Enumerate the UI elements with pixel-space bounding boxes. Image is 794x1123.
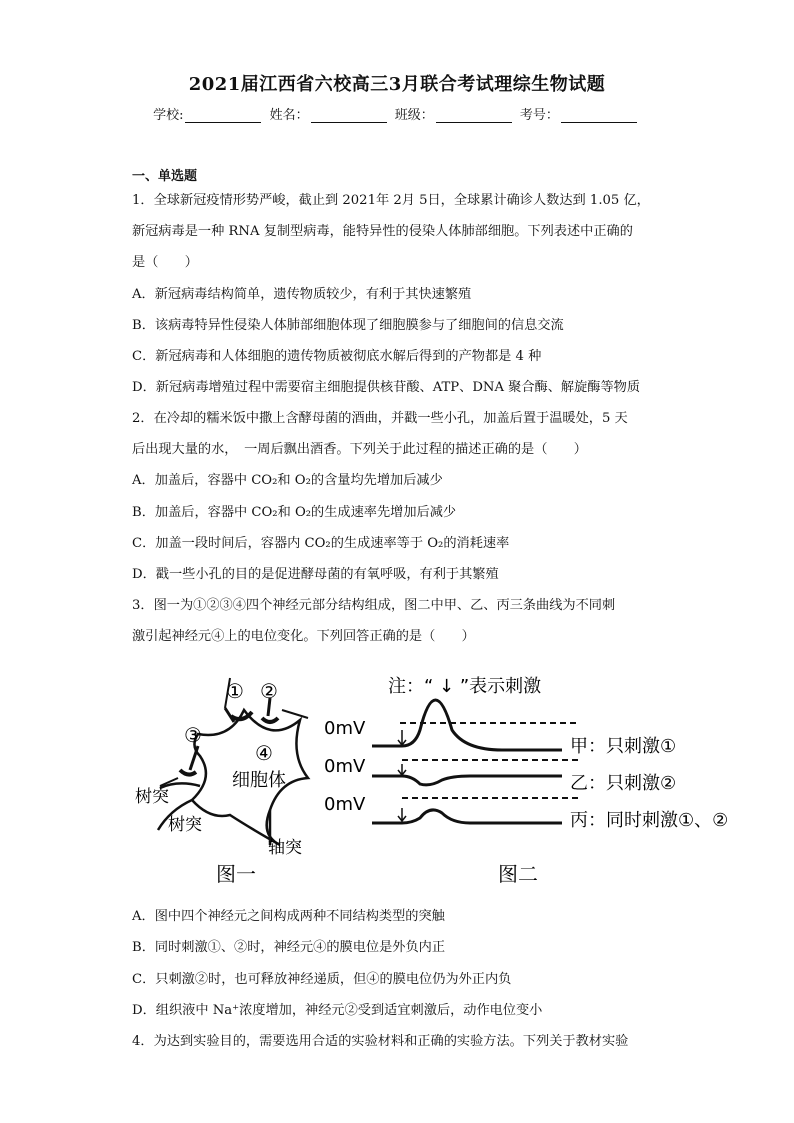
neuron-figure xyxy=(130,660,750,890)
text-line: 新冠病毒是一种 RNA 复制型病毒，能特异性的侵染人体肺部细胞。下列表述中正确的 xyxy=(132,224,633,239)
curve-yi-label: 乙：只刺激② xyxy=(570,773,677,794)
note-label: 注：“ ↓ ”表示刺激 xyxy=(388,676,542,697)
option-line: B．加盖后，容器中 CO₂和 O₂的生成速率先增加后减少 xyxy=(132,505,457,520)
option-line: A．加盖后，容器中 CO₂和 O₂的含量均先增加后减少 xyxy=(132,473,443,488)
zero-mv-label-1: 0mV xyxy=(324,718,366,739)
page-title: 2021届江西省六校高三3月联合考试理综生物试题 xyxy=(188,74,606,95)
text-line: 2．在冷却的糯米饭中撒上含酵母菌的酒曲，并戳一些小孔，加盖后置于温暖处，5 天 xyxy=(132,411,628,426)
class-label: 班级： xyxy=(394,108,434,123)
soma-label: 细胞体 xyxy=(232,770,286,791)
curve-jia-label: 甲：只刺激① xyxy=(570,736,677,757)
figure-two-caption: 图二 xyxy=(498,862,538,886)
option-line: B．同时刺激①、②时，神经元④的膜电位是外负内正 xyxy=(132,940,446,955)
text-line: 3．图一为①②③④四个神经元部分结构组成，图二中甲、乙、丙三条曲线为不同刺 xyxy=(132,598,616,613)
axon-label: 轴突 xyxy=(268,838,302,858)
class-blank[interactable] xyxy=(436,108,512,123)
zero-mv-label-3: 0mV xyxy=(324,794,366,815)
dendrite-label-1: 树突 xyxy=(135,787,169,807)
text-line: 是（ ） xyxy=(132,255,198,270)
name-label: 姓名： xyxy=(269,108,309,123)
school-label: 学校: xyxy=(153,108,184,123)
neuron2-label: ② xyxy=(260,679,278,703)
exam-number-blank[interactable] xyxy=(561,108,637,123)
text-line: 4．为达到实验目的，需要选用合适的实验材料和正确的实验方法。下列关于教材实验 xyxy=(132,1034,629,1049)
section-heading: 一、单选题 xyxy=(132,169,198,184)
option-line: B．该病毒特异性侵染人体肺部细胞体现了细胞膜参与了细胞间的信息交流 xyxy=(132,318,564,333)
zero-mv-label-2: 0mV xyxy=(324,756,366,777)
school-blank[interactable] xyxy=(185,108,261,123)
neuron3-label: ③ xyxy=(184,723,202,747)
curve-bing-label: 丙：同时刺激①、② xyxy=(570,810,729,831)
option-line: D．新冠病毒增殖过程中需要宿主细胞提供核苷酸、ATP、DNA 聚合酶、解旋酶等物质 xyxy=(132,380,641,395)
text-line: 1．全球新冠疫情形势严峻，截止到 2021年 2月 5日，全球累计确诊人数达到 1.05 亿， xyxy=(132,193,650,208)
option-line: D．戳一些小孔的目的是促进酵母菌的有氧呼吸，有利于其繁殖 xyxy=(132,567,499,582)
option-line: A．图中四个神经元之间构成两种不同结构类型的突触 xyxy=(132,909,445,924)
option-line: D．组织液中 Na⁺浓度增加，神经元②受到适宜刺激后，动作电位变小 xyxy=(132,1003,543,1018)
option-line: A．新冠病毒结构简单，遗传物质较少，有利于其快速繁殖 xyxy=(132,287,472,302)
exam-number-label: 考号： xyxy=(519,108,559,123)
text-line: 激引起神经元④上的电位变化。下列回答正确的是（ ） xyxy=(132,629,475,644)
dendrite-label-2: 树突 xyxy=(168,815,202,835)
student-info-row xyxy=(0,104,794,123)
neuron4-label: ④ xyxy=(255,741,273,765)
figure-two xyxy=(372,700,580,823)
name-blank[interactable] xyxy=(311,108,387,123)
option-line: C．只刺激②时，也可释放神经递质，但④的膜电位仍为外正内负 xyxy=(132,972,512,987)
text-line: 后出现大量的水， 一周后飘出酒香。下列关于此过程的描述正确的是（ ） xyxy=(132,442,587,457)
option-line: C．新冠病毒和人体细胞的遗传物质被彻底水解后得到的产物都是 4 种 xyxy=(132,349,542,364)
neuron1-label: ① xyxy=(226,679,244,703)
option-line: C．加盖一段时间后，容器内 CO₂的生成速率等于 O₂的消耗速率 xyxy=(132,536,510,551)
figure-one-caption: 图一 xyxy=(216,862,256,886)
